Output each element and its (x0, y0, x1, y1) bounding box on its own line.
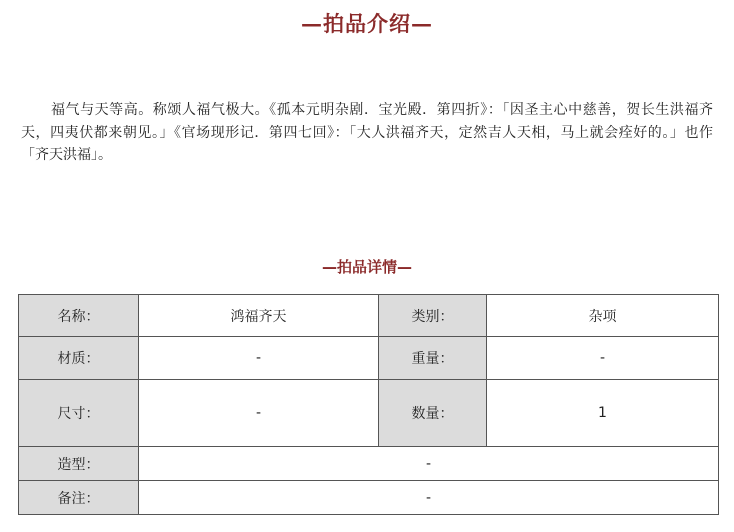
weight-value: - (487, 337, 719, 380)
material-label: 材质： (19, 337, 139, 380)
details-table (18, 294, 719, 515)
weight-label: 重量： (379, 337, 487, 380)
material-value: - (139, 337, 379, 380)
table-row (19, 447, 719, 481)
details-section-title: —拍品详情— (321, 258, 412, 276)
table-row (19, 481, 719, 515)
size-label: 尺寸： (19, 380, 139, 447)
page-title: —拍品介绍— (301, 11, 433, 36)
remarks-label: 备注： (19, 481, 139, 515)
table-row (19, 380, 719, 447)
shape-label: 造型： (19, 447, 139, 481)
category-label: 类别： (379, 295, 487, 337)
quantity-label: 数量： (379, 380, 487, 447)
remarks-value: - (139, 481, 719, 515)
quantity-value: 1 (487, 380, 719, 447)
category-value: 杂项 (487, 295, 719, 337)
table-row (19, 337, 719, 380)
name-label: 名称： (19, 295, 139, 337)
intro-paragraph: 福气与天等高。称颂人福气极大。《孤本元明杂剧．宝光殿．第四折》：「因圣主心中慈善，贺长生洪福齐天，四夷伏都来朝见。」《官场现形记．第四七回》：「大人洪福齐天，定然吉人天相，马上就会痊好的。」也作「齐天洪福」。 (21, 102, 713, 163)
size-value: - (139, 380, 379, 447)
name-value: 鸿福齐天 (139, 295, 379, 337)
shape-value: - (139, 447, 719, 481)
table-row (19, 295, 719, 337)
